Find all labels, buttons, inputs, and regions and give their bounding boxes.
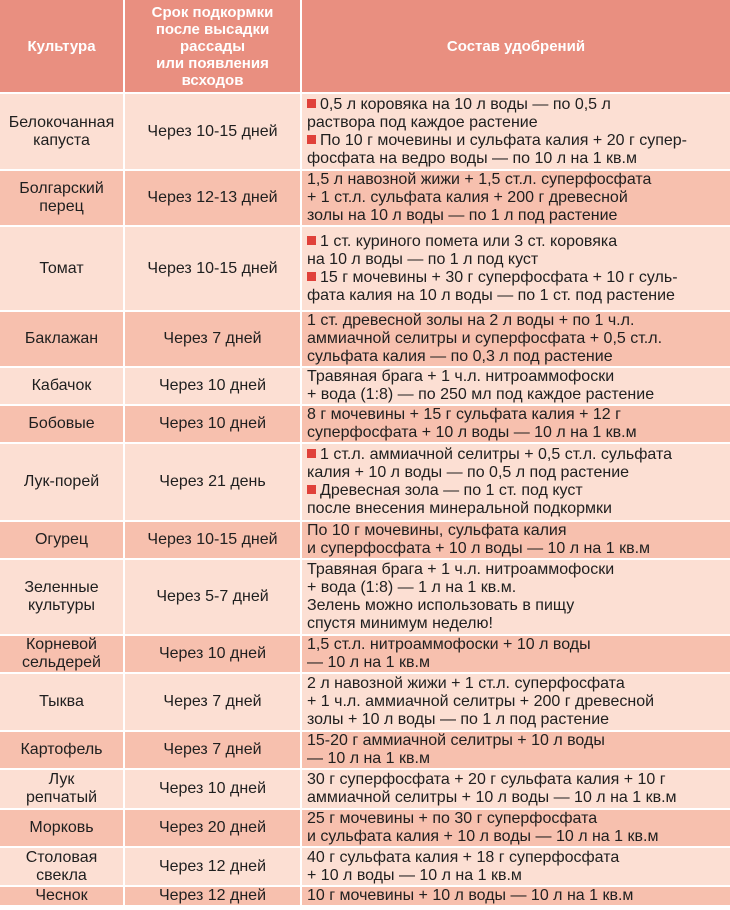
table-row (0, 673, 730, 731)
table-row (0, 635, 730, 673)
crop-cell (0, 521, 124, 559)
composition-cell (301, 521, 730, 559)
composition-line (307, 750, 726, 768)
table-row (0, 886, 730, 906)
term-cell: Через 10 дней (124, 367, 301, 405)
composition-text: и суперфосфата + 10 л воды — 10 л на 1 кв.м (307, 540, 651, 557)
composition-cell (301, 405, 730, 443)
header-term-line: или появления (156, 54, 269, 72)
crop-cell (0, 226, 124, 311)
composition-text: По 10 г мочевины и сульфата калия + 20 г супер- (320, 131, 688, 149)
composition-line (307, 867, 726, 885)
table-row (0, 93, 730, 170)
composition-text: 40 г сульфата калия + 18 г суперфосфата (307, 848, 620, 866)
composition-cell (301, 635, 730, 673)
composition-line (307, 711, 726, 729)
crop-name-line: перец (39, 198, 84, 215)
header-culture: Культура (0, 0, 124, 93)
composition-text: аммиачной селитры и суперфосфата + 0,5 ст.л. (307, 330, 663, 347)
composition-cell (301, 809, 730, 847)
composition-cell (301, 311, 730, 367)
composition-line (307, 424, 726, 442)
term-cell: Через 10 дней (124, 769, 301, 809)
crop-name-line: сельдерей (21, 654, 101, 671)
table-row (0, 405, 730, 443)
square-bullet-icon (307, 272, 316, 281)
table-row (0, 226, 730, 311)
term-cell: Через 12-13 дней (124, 170, 301, 226)
table-body (0, 93, 730, 906)
composition-text: 25 г мочевины + по 30 г суперфосфата (307, 810, 598, 827)
table-row (0, 559, 730, 635)
composition-line (307, 287, 726, 305)
composition-line (307, 789, 726, 807)
table-row (0, 769, 730, 809)
composition-line (307, 464, 726, 482)
crop-name-line: культуры (28, 597, 95, 614)
composition-text: + 10 л воды — 10 л на 1 кв.м (307, 866, 522, 884)
composition-cell (301, 847, 730, 886)
header-term-line: рассады (179, 37, 246, 55)
crop-name-line: Белокочанная (8, 113, 115, 131)
term-cell: Через 10-15 дней (124, 226, 301, 311)
crop-name-line: Лук-порей (23, 473, 100, 490)
table-row (0, 443, 730, 521)
composition-text: фосфата на ведро воды — по 10 л на 1 кв.м (307, 149, 637, 167)
composition-line (307, 406, 726, 424)
composition-text: фата калия на 10 л воды — по 1 ст. под растение (307, 286, 675, 304)
composition-line (307, 114, 726, 132)
composition-text: 1 ст. куриного помета или 3 ст. коровяка (320, 232, 618, 250)
term-cell: Через 21 день (124, 443, 301, 521)
composition-line (307, 887, 726, 905)
composition-text: золы + 10 л воды — по 1 л под растение (307, 711, 610, 728)
composition-line (307, 636, 726, 654)
crop-name-line: капуста (33, 131, 90, 149)
composition-text: 10 г мочевины + 10 л воды — 10 л на 1 кв.м (307, 887, 634, 904)
term-cell: Через 20 дней (124, 809, 301, 847)
composition-text: + вода (1:8) — 1 л на 1 кв.м. (307, 579, 517, 596)
crop-name-line: Чеснок (35, 887, 88, 904)
square-bullet-icon (307, 236, 316, 245)
crop-cell (0, 367, 124, 405)
composition-line (307, 482, 726, 500)
composition-line (307, 522, 726, 540)
crop-cell (0, 93, 124, 170)
crop-name-line: Томат (39, 259, 84, 277)
crop-cell (0, 769, 124, 809)
composition-text: раствора под каждое растение (307, 113, 538, 131)
header-term (124, 0, 301, 93)
composition-text: 1,5 ст.л. нитроаммофоски + 10 л воды (307, 636, 591, 653)
composition-cell (301, 886, 730, 906)
composition-text: Зелень можно использовать в пищу (307, 597, 575, 614)
crop-cell (0, 731, 124, 769)
table-header-row (0, 0, 730, 93)
term-cell: Через 5-7 дней (124, 559, 301, 635)
composition-cell (301, 226, 730, 311)
composition-line (307, 693, 726, 711)
crop-cell (0, 635, 124, 673)
composition-text: + 1 ч.л. аммиачной селитры + 200 г древесной (307, 693, 655, 710)
crop-name-line: Зеленные (24, 579, 99, 596)
composition-line (307, 579, 726, 597)
composition-text: 1 ст. древесной золы на 2 л воды + по 1 ч.л. (307, 312, 635, 329)
composition-line (307, 615, 726, 633)
composition-cell (301, 731, 730, 769)
composition-text: 15-20 г аммиачной селитры + 10 л воды (307, 732, 605, 749)
composition-line (307, 330, 726, 348)
composition-line (307, 771, 726, 789)
crop-cell (0, 673, 124, 731)
crop-cell (0, 886, 124, 906)
composition-line (307, 150, 726, 168)
square-bullet-icon (307, 485, 316, 494)
composition-text: сульфата калия — по 0,3 л под растение (307, 348, 613, 365)
composition-text: По 10 г мочевины, сульфата калия (307, 522, 567, 539)
composition-text: 15 г мочевины + 30 г суперфосфата + 10 г суль- (320, 268, 678, 286)
composition-line (307, 233, 726, 251)
crop-name-line: Лук (48, 771, 75, 788)
composition-cell (301, 367, 730, 405)
crop-name-line: Корневой (25, 636, 97, 653)
composition-text: 8 г мочевины + 15 г сульфата калия + 12 г (307, 406, 621, 423)
crop-cell (0, 847, 124, 886)
composition-line (307, 386, 726, 404)
composition-text: после внесения минеральной подкормки (307, 500, 612, 517)
composition-line (307, 732, 726, 750)
composition-line (307, 675, 726, 693)
term-cell: Через 10 дней (124, 635, 301, 673)
composition-line (307, 810, 726, 828)
term-cell: Через 12 дней (124, 847, 301, 886)
term-cell: Через 10-15 дней (124, 521, 301, 559)
composition-line (307, 132, 726, 150)
composition-line (307, 561, 726, 579)
composition-line (307, 348, 726, 366)
composition-text: суперфосфата + 10 л воды — 10 л на 1 кв.м (307, 424, 637, 441)
header-term-line: после высадки (155, 20, 270, 38)
table-row (0, 847, 730, 886)
composition-text: спустя минимум неделю! (307, 615, 493, 632)
composition-line (307, 368, 726, 386)
composition-line (307, 540, 726, 558)
table-row (0, 809, 730, 847)
composition-line (307, 500, 726, 518)
header-term-line: всходов (181, 71, 244, 89)
crop-name-line: Баклажан (24, 330, 99, 347)
table-row (0, 731, 730, 769)
crop-name-line: Болгарский (19, 180, 104, 197)
term-cell: Через 7 дней (124, 673, 301, 731)
crop-cell (0, 311, 124, 367)
composition-text: и сульфата калия + 10 л воды — 10 л на 1 кв.м (307, 828, 659, 845)
crop-name-line: Кабачок (31, 377, 92, 394)
composition-text: 1,5 л навозной жижи + 1,5 ст.л. суперфосфата (307, 171, 652, 188)
composition-cell (301, 769, 730, 809)
composition-cell (301, 443, 730, 521)
crop-cell (0, 405, 124, 443)
composition-cell (301, 170, 730, 226)
composition-text: — 10 л на 1 кв.м (307, 750, 430, 767)
composition-cell (301, 673, 730, 731)
composition-line (307, 96, 726, 114)
crop-name-line: репчатый (25, 789, 98, 806)
composition-line (307, 189, 726, 207)
term-cell: Через 12 дней (124, 886, 301, 906)
square-bullet-icon (307, 449, 316, 458)
table-row (0, 521, 730, 559)
square-bullet-icon (307, 135, 316, 144)
composition-text: Древесная зола — по 1 ст. под куст (320, 482, 583, 499)
composition-line (307, 828, 726, 846)
composition-cell (301, 559, 730, 635)
table-row (0, 170, 730, 226)
crop-cell (0, 170, 124, 226)
term-cell: Через 7 дней (124, 311, 301, 367)
term-cell: Через 7 дней (124, 731, 301, 769)
composition-line (307, 654, 726, 672)
crop-name-line: Картофель (20, 741, 103, 758)
composition-text: аммиачной селитры + 10 л воды — 10 л на 1 кв.м (307, 789, 677, 806)
composition-text: Травяная брага + 1 ч.л. нитроаммофоски (307, 561, 615, 578)
header-composition: Состав удобрений (301, 0, 730, 93)
crop-cell (0, 809, 124, 847)
crop-name-line: Тыква (39, 693, 84, 710)
composition-text: 0,5 л коровяка на 10 л воды — по 0,5 л (320, 95, 611, 113)
composition-text: + вода (1:8) — по 250 мл под каждое растение (307, 386, 655, 403)
composition-text: 30 г суперфосфата + 20 г сульфата калия + 10 г (307, 771, 666, 788)
composition-line (307, 269, 726, 287)
square-bullet-icon (307, 99, 316, 108)
crop-cell (0, 443, 124, 521)
crop-name-line: Огурец (34, 531, 89, 548)
header-term-line: Срок подкормки (151, 3, 274, 21)
table-row (0, 367, 730, 405)
composition-line (307, 597, 726, 615)
term-cell: Через 10 дней (124, 405, 301, 443)
composition-line (307, 171, 726, 189)
crop-name-line: Столовая (25, 848, 98, 866)
crop-name-line: Бобовые (28, 415, 95, 432)
composition-text: — 10 л на 1 кв.м (307, 654, 430, 671)
composition-text: калия + 10 л воды — по 0,5 л под растение (307, 464, 630, 481)
composition-line (307, 312, 726, 330)
table-row (0, 311, 730, 367)
composition-line (307, 207, 726, 225)
composition-line (307, 251, 726, 269)
composition-line (307, 446, 726, 464)
composition-text: 1 ст.л. аммиачной селитры + 0,5 ст.л. сульфата (320, 446, 672, 463)
crop-name-line: Морковь (29, 819, 94, 836)
crop-cell (0, 559, 124, 635)
crop-name-line: свекла (36, 866, 87, 884)
term-cell: Через 10-15 дней (124, 93, 301, 170)
composition-text: на 10 л воды — по 1 л под куст (307, 250, 539, 268)
composition-line (307, 849, 726, 867)
composition-text: + 1 ст.л. сульфата калия + 200 г древесной (307, 189, 628, 206)
composition-text: 2 л навозной жижи + 1 ст.л. суперфосфата (307, 675, 625, 692)
composition-cell (301, 93, 730, 170)
composition-text: Травяная брага + 1 ч.л. нитроаммофоски (307, 368, 615, 385)
composition-text: золы на 10 л воды — по 1 л под растение (307, 207, 618, 224)
